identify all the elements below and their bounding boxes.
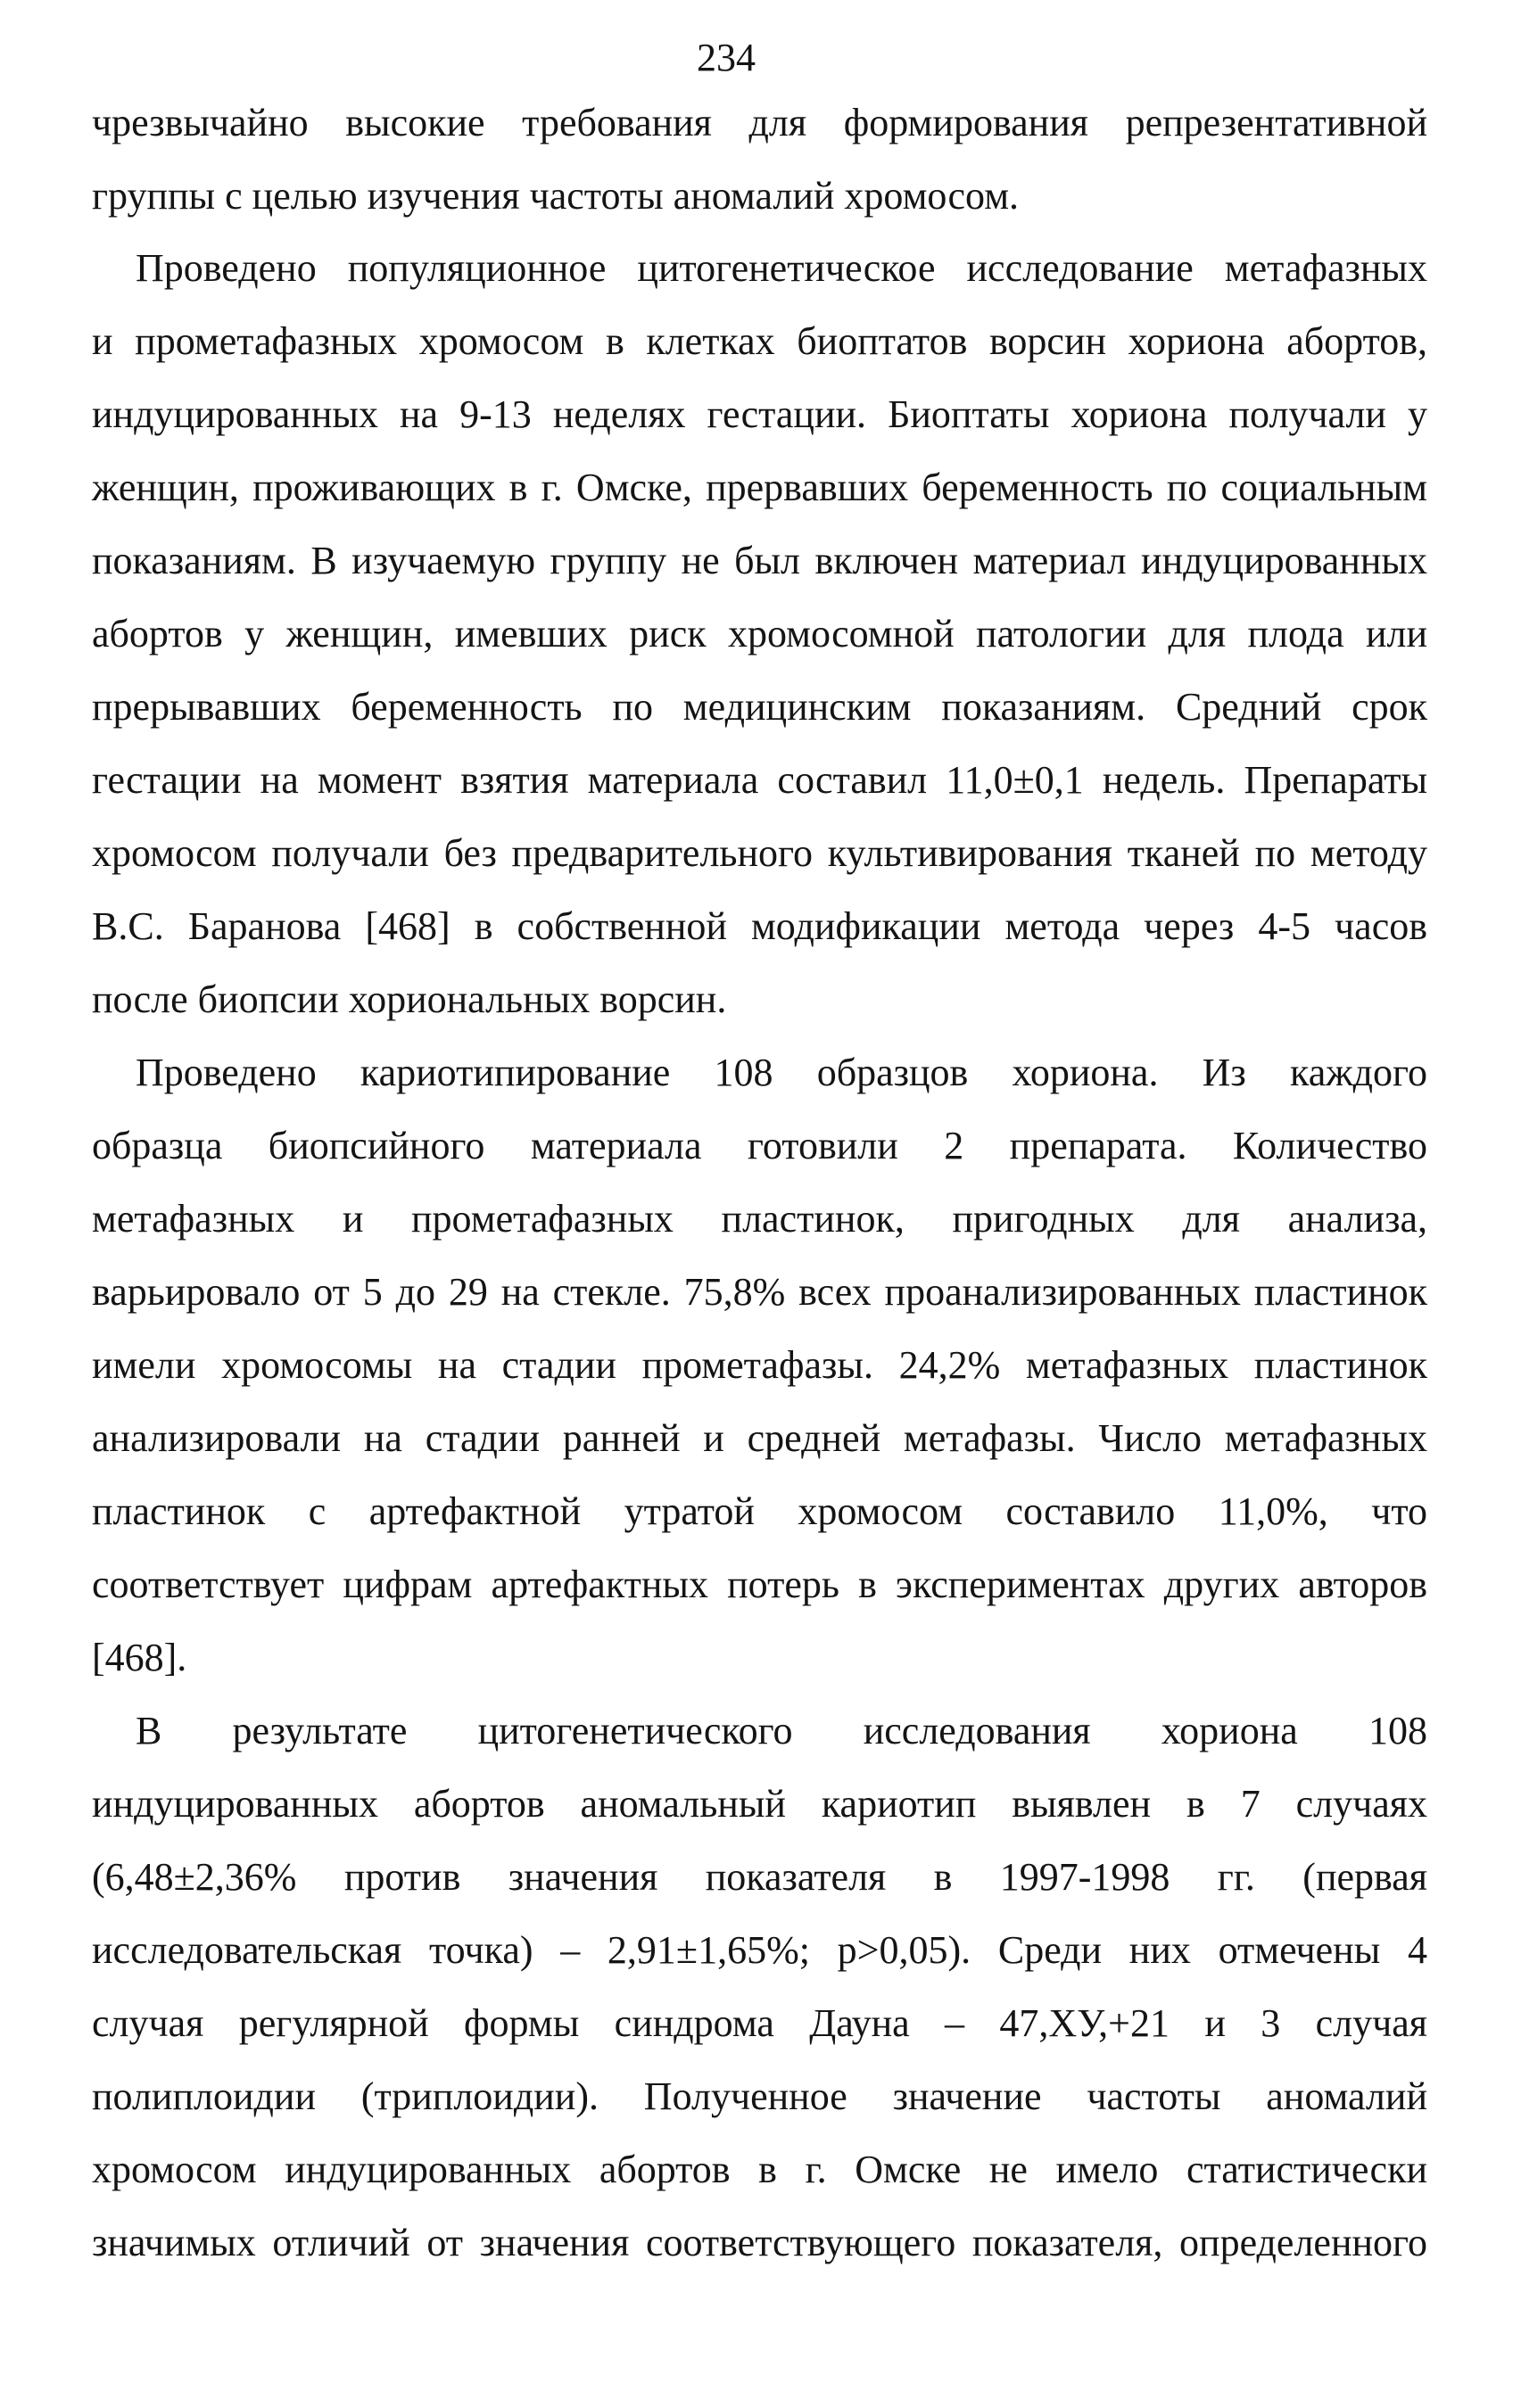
text-line: анализировали на стадии ранней и средней метафазы. Число метафазных xyxy=(92,1416,1427,1460)
text-line: индуцированных абортов аномальный кариотип выявлен в 7 случаях xyxy=(92,1782,1427,1826)
text-line: гестации на момент взятия материала составил 11,0±0,1 недель. Препараты xyxy=(92,758,1427,802)
text-line: (6,48±2,36% против значения показателя в 1997-1998 гг. (первая xyxy=(92,1855,1427,1899)
text-line: хромосом индуцированных абортов в г. Омске не имело статистически xyxy=(92,2148,1427,2191)
text-line: женщин, проживающих в г. Омске, прервавших беременность по социальным xyxy=(92,466,1427,509)
text-line: соответствует цифрам артефактных потерь в экспериментах других авторов xyxy=(92,1563,1427,1606)
text-line: показаниям. В изучаемую группу не был включен материал индуцированных xyxy=(92,539,1427,582)
text-line: чрезвычайно высокие требования для формирования репрезентативной xyxy=(92,101,1427,144)
text-line: абортов у женщин, имевших риск хромосомной патологии для плода или xyxy=(92,612,1427,656)
text-line: варьировало от 5 до 29 на стекле. 75,8% всех проанализированных пластинок xyxy=(92,1270,1427,1314)
text-line: В.С. Баранова [468] в собственной модификации метода через 4-5 часов xyxy=(92,904,1427,948)
text-line: В результате цитогенетического исследования хориона 108 xyxy=(136,1709,1427,1752)
text-line: значимых отличий от значения соответствующего показателя, определенного xyxy=(92,2221,1427,2264)
text-line: метафазных и прометафазных пластинок, пригодных для анализа, xyxy=(92,1197,1427,1241)
text-line: [468]. xyxy=(92,1636,187,1679)
text-line: прерывавших беременность по медицинским показаниям. Средний срок xyxy=(92,685,1427,729)
text-line: хромосом получали без предварительного культивирования тканей по методу xyxy=(92,831,1427,875)
text-line: после биопсии хориональных ворсин. xyxy=(92,977,727,1021)
text-line: индуцированных на 9-13 неделях гестации. Биоптаты хориона получали у xyxy=(92,392,1427,436)
text-line: образца биопсийного материала готовили 2 препарата. Количество xyxy=(92,1124,1427,1167)
page-number: 234 xyxy=(697,36,756,79)
text-line: исследовательская точка) – 2,91±1,65%; р>0,05). Среди них отмечены 4 xyxy=(92,1928,1427,1972)
text-line: Проведено популяционное цитогенетическое исследование метафазных xyxy=(136,246,1427,290)
text-line: имели хромосомы на стадии прометафазы. 24,2% метафазных пластинок xyxy=(92,1343,1427,1387)
text-line: полиплоидии (триплоидии). Полученное значение частоты аномалий xyxy=(92,2074,1427,2118)
text-line: пластинок с артефактной утратой хромосом составило 11,0%, что xyxy=(92,1489,1427,1533)
text-line: группы с целью изучения частоты аномалий хромосом. xyxy=(92,174,1020,218)
text-line: и прометафазных хромосом в клетках биоптатов ворсин хориона абортов, xyxy=(92,319,1427,363)
text-line: Проведено кариотипирование 108 образцов хориона. Из каждого xyxy=(136,1051,1427,1094)
text-line: случая регулярной формы синдрома Дауна – 47,ХУ,+21 и 3 случая xyxy=(92,2001,1427,2045)
